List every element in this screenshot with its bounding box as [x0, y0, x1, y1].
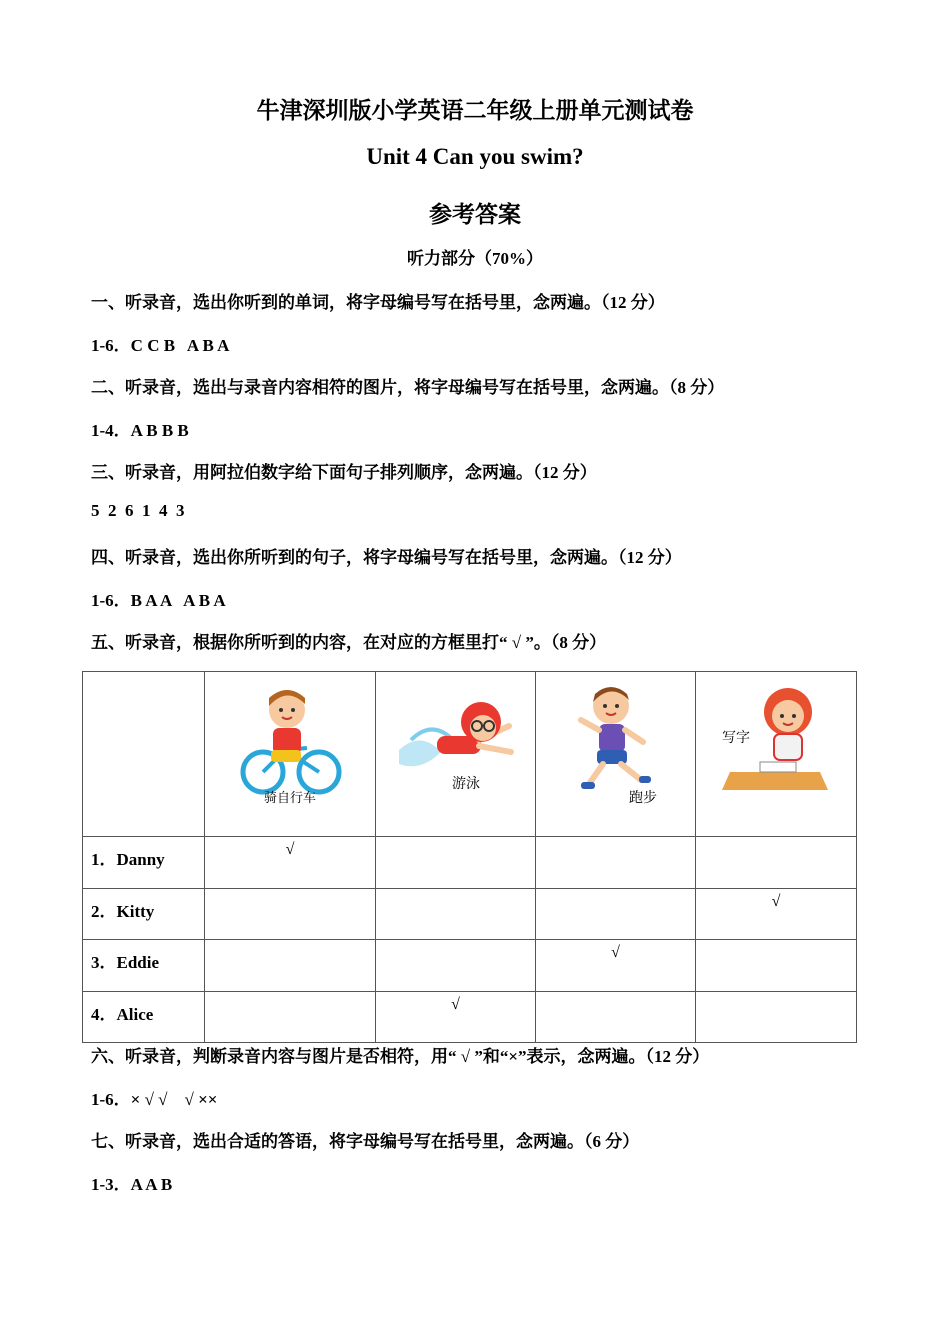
section-2-answer: 1-4．A B B B: [91, 421, 189, 440]
row-name: 2．Kitty: [83, 888, 205, 940]
picture-cell-swim: [376, 672, 536, 837]
section-4-answer: 1-6．B A A A B A: [91, 591, 226, 610]
bike-label: 骑自行车: [263, 791, 317, 805]
picture-row: [83, 672, 857, 837]
check-cell: [205, 888, 376, 940]
running-icon: [561, 680, 671, 805]
check-cell: [376, 888, 536, 940]
check-cell: [205, 940, 376, 992]
corner-cell: [83, 672, 205, 837]
check-cell: [205, 991, 376, 1043]
listening-part-label: 听力部分（70%）: [407, 249, 543, 268]
check-cell: [536, 837, 696, 889]
section-2-heading: 二、听录音，选出与录音内容相符的图片，将字母编号写在括号里，念两遍。（8 分）: [91, 378, 725, 397]
table-row: [83, 991, 857, 1043]
check-cell: [696, 837, 857, 889]
check-cell: √: [376, 991, 536, 1043]
page-title: 牛津深圳版小学英语二年级上册单元测试卷: [256, 98, 694, 123]
check-cell: [696, 991, 857, 1043]
table-row: [83, 837, 857, 889]
writing-icon: [716, 680, 836, 805]
section-1-heading: 一、听录音，选出你听到的单词，将字母编号写在括号里，念两遍。（12 分）: [91, 293, 665, 312]
run-label: 跑步: [628, 790, 657, 805]
picture-cell-run: [536, 672, 696, 837]
table-row: [83, 940, 857, 992]
section-3-heading: 三、听录音，用阿拉伯数字给下面句子排列顺序，念两遍。（12 分）: [91, 463, 597, 482]
check-cell: [376, 837, 536, 889]
bike-riding-icon: [235, 680, 345, 805]
row-name: 4．Alice: [83, 991, 205, 1043]
section-7-heading: 七、听录音，选出合适的答语，将字母编号写在括号里，念两遍。（6 分）: [91, 1132, 640, 1151]
swim-label: 游泳: [451, 776, 480, 792]
picture-cell-write: [696, 672, 857, 837]
section-6-answer: 1-6．× √ √ √ ××: [91, 1090, 218, 1109]
row-name: 3．Eddie: [83, 940, 205, 992]
swimming-icon: [391, 680, 521, 805]
answer-heading: 参考答案: [429, 202, 521, 227]
section-6-heading: 六、听录音，判断录音内容与图片是否相符，用“ √ ”和“×”表示，念两遍。（12 分）: [91, 1047, 710, 1066]
check-cell: [536, 888, 696, 940]
section-1-answer: 1-6．C C B A B A: [91, 336, 230, 355]
check-cell: √: [536, 940, 696, 992]
section-7-answer: 1-3．A A B: [91, 1175, 173, 1194]
picture-cell-bike: [205, 672, 376, 837]
check-cell: √: [696, 888, 857, 940]
check-cell: [696, 940, 857, 992]
check-cell: √: [205, 837, 376, 889]
write-label: 写字: [722, 730, 750, 746]
check-cell: [536, 991, 696, 1043]
check-cell: [376, 940, 536, 992]
section-5-heading: 五、听录音，根据你所听到的内容，在对应的方框里打“ √ ”。（8 分）: [91, 633, 607, 652]
answer-table: [82, 671, 857, 1043]
section-3-answer: 5 2 6 1 4 3: [91, 501, 185, 520]
table-row: [83, 888, 857, 940]
row-name: 1．Danny: [83, 837, 205, 889]
unit-subtitle: Unit 4 Can you swim?: [366, 144, 584, 169]
section-4-heading: 四、听录音，选出你所听到的句子，将字母编号写在括号里，念两遍。（12 分）: [91, 548, 682, 567]
